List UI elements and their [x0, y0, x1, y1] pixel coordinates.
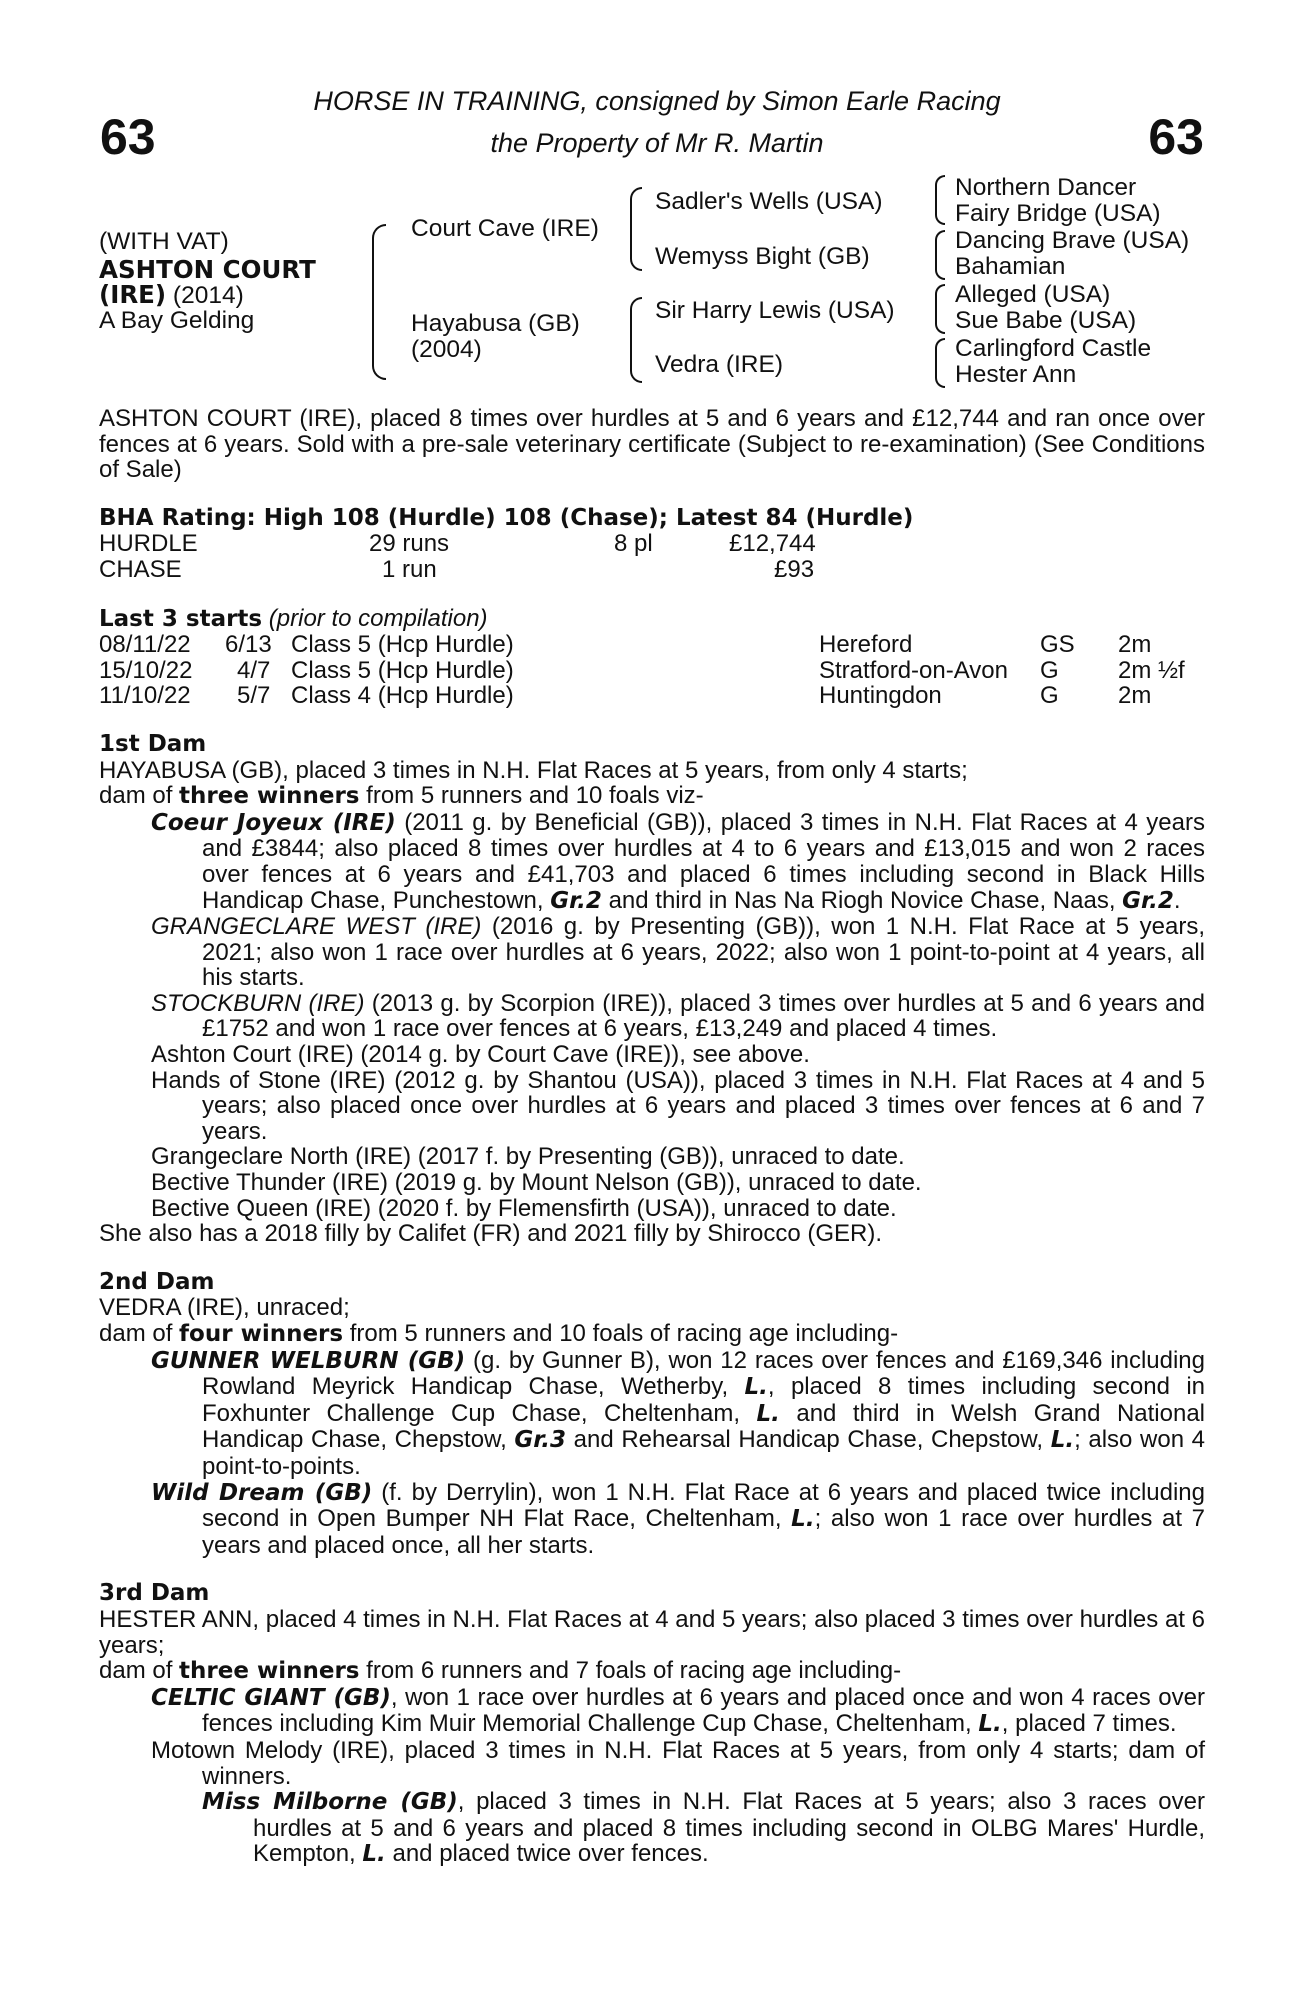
- horse-description: A Bay Gelding: [99, 307, 255, 334]
- vat-note: (WITH VAT): [99, 228, 229, 255]
- property-line: the Property of Mr R. Martin: [490, 128, 824, 158]
- catalogue-body: [99, 406, 1205, 1868]
- first-dam-footer: She also has a 2018 filly by Califet (FR) and 2021 filly by Shirocco (GER).: [99, 1220, 883, 1248]
- third-dam-line: HESTER ANN, placed 4 times in N.H. Flat Races at 4 and 5 years; also placed 3 times over hurdles at 6 years;: [99, 1605, 1205, 1659]
- pedigree-brace-dam: [630, 297, 642, 383]
- produce-entry: Wild Dream (GB) (f. by Derrylin), won 1 N.H. Flat Race at 6 years and placed twice including second in Open Bumper NH Flat Race, Cheltenham, L.; also won 1 race over hurdles at 7 years and placed once, all her starts.: [151, 1478, 1205, 1559]
- start-row: 15/10/22 4/7 Class 5 (Hcp Hurdle) Stratford-on-Avon G 2m ½f: [99, 656, 1185, 684]
- sire: Court Cave (IRE): [411, 215, 599, 242]
- dam-sire: Sir Harry Lewis (USA): [655, 297, 895, 324]
- last-starts-heading: Last 3 starts (prior to compilation): [99, 604, 488, 632]
- lot-number-left: 63: [100, 109, 156, 165]
- bha-rating-heading: BHA Rating: High 108 (Hurdle) 108 (Chase); Latest 84 (Hurdle): [99, 504, 914, 531]
- brace-g2: [935, 230, 945, 280]
- second-dam-record: dam of four winners from 5 runners and 10 foals of racing age including-: [99, 1320, 899, 1347]
- second-dam-line: VEDRA (IRE), unraced;: [99, 1294, 350, 1322]
- produce-entry: Bective Thunder (IRE) (2019 g. by Mount Nelson (GB)), unraced to date.: [151, 1169, 922, 1197]
- produce-entry: STOCKBURN (IRE) (2013 g. by Scorpion (IRE)), placed 3 times over hurdles at 5 and 6 years and £1752 and won 1 race over fences at 6 years, £13,249 and placed 4 times.: [151, 989, 1206, 1043]
- ancestor-6: Sue Babe (USA): [955, 307, 1137, 334]
- horse-year: (2014): [166, 282, 244, 309]
- produce-entry: CELTIC GIANT (GB), won 1 race over hurdles at 6 years and placed once and won 4 races over fences including Kim Muir Memorial Challenge Cup Chase, Cheltenham, L., placed 7 times.: [151, 1683, 1205, 1738]
- first-dam-record: dam of three winners from 5 runners and 10 foals viz-: [99, 782, 704, 810]
- third-dam-record: dam of three winners from 6 runners and 7 foals of racing age including-: [99, 1657, 902, 1685]
- produce-entry: Miss Milborne (GB), placed 3 times in N.H. Flat Races at 5 years; also 3 races over hurdles at 5 and 6 years and placed 8 times including second in OLBG Mares' Hurdle, Kempton, L. and placed twice over fences.: [202, 1788, 1205, 1868]
- produce-entry: GUNNER WELBURN (GB) (g. by Gunner B), won 12 races over fences and £169,346 including Rowland Meyrick Handicap Chase, Wetherby, L., placed 8 times including second in Foxhunter Challenge Cup Chase, Cheltenham, L. and third in Welsh Grand National Handicap Chase, Chepstow, Gr.3 and Rehearsal Handicap Chase, Chepstow, L.; also won 4 point-to-points.: [151, 1346, 1206, 1480]
- horse-origin: [99, 282, 244, 309]
- start-row: 11/10/22 5/7 Class 4 (Hcp Hurdle) Huntingdon G 2m: [99, 682, 1152, 710]
- lot-number-right: 63: [1148, 109, 1204, 165]
- ancestor-1: Northern Dancer: [955, 174, 1137, 201]
- ancestor-4: Bahamian: [955, 253, 1066, 280]
- sire-dam: Wemyss Bight (GB): [655, 243, 870, 270]
- horse-country: (IRE): [99, 280, 167, 309]
- produce-entry: Hands of Stone (IRE) (2012 g. by Shantou (USA)), placed 3 times in N.H. Flat Races at 4 and 5 years; also placed once over hurdles at 6 years and placed 3 times over fences at 6 and 7 years.: [151, 1066, 1205, 1145]
- produce-entry: Ashton Court (IRE) (2014 g. by Court Cave (IRE)), see above.: [151, 1041, 810, 1069]
- first-dam-line: HAYABUSA (GB), placed 3 times in N.H. Flat Races at 5 years, from only 4 starts;: [99, 756, 968, 784]
- dam-dam: Vedra (IRE): [655, 351, 783, 378]
- brace-g3: [935, 284, 945, 334]
- produce-entry: GRANGECLARE WEST (IRE) (2016 g. by Presenting (GB)), won 1 N.H. Flat Race at 5 years, 2021; also won 1 race over hurdles at 6 years, 2022; also won 1 point-to-point at 4 years, all his starts.: [151, 913, 1205, 992]
- pedigree-brace-sire: [630, 187, 642, 271]
- third-dam-heading: 3rd Dam: [99, 1580, 210, 1607]
- brace-g4: [935, 338, 945, 388]
- rating-row-hurdle: HURDLE 29 runs 8 pl £12,744: [99, 530, 816, 558]
- ancestor-5: Alleged (USA): [955, 281, 1111, 308]
- second-dam-heading: 2nd Dam: [99, 1268, 215, 1295]
- ancestor-7: Carlingford Castle: [955, 335, 1152, 362]
- pedigree-brace-main: [372, 224, 386, 380]
- dam-year: (2004): [411, 336, 482, 363]
- sire-sire: Sadler's Wells (USA): [655, 188, 883, 215]
- consignment-line: HORSE IN TRAINING, consigned by Simon Earle Racing: [313, 86, 1001, 116]
- produce-entry: Bective Queen (IRE) (2020 f. by Flemensfirth (USA)), unraced to date.: [151, 1194, 897, 1222]
- ancestor-8: Hester Ann: [955, 361, 1077, 388]
- summary: ASHTON COURT (IRE), placed 8 times over hurdles at 5 and 6 years and £12,744 and ran once over fences at 6 years. Sold with a pre-sale veterinary certificate (Subject to re-examination) (See Conditions of Sale): [99, 405, 1205, 484]
- produce-entry: Motown Melody (IRE), placed 3 times in N.H. Flat Races at 5 years, from only 4 starts; dam of winners.: [151, 1736, 1205, 1790]
- first-dam-heading: 1st Dam: [99, 730, 207, 757]
- brace-g1: [935, 175, 945, 225]
- produce-entry: Coeur Joyeux (IRE) (2011 g. by Beneficial (GB)), placed 3 times in N.H. Flat Races at 4 years and £3844; also placed 8 times over hurdles at 4 to 6 years and £13,015 and won 2 races over fences at 6 years and £41,703 and placed 6 times including second in Black Hills Handicap Chase, Punchestown, Gr.2 and third in Nas Na Riogh Novice Chase, Naas, Gr.2.: [151, 808, 1205, 914]
- produce-entry: Grangeclare North (IRE) (2017 f. by Presenting (GB)), unraced to date.: [151, 1143, 905, 1171]
- ancestor-2: Fairy Bridge (USA): [955, 200, 1161, 227]
- rating-row-chase: CHASE 1 run £93: [99, 555, 815, 583]
- start-row: 08/11/22 6/13 Class 5 (Hcp Hurdle) Hereford GS 2m: [99, 631, 1152, 659]
- horse-name: ASHTON COURT: [99, 255, 316, 284]
- dam: Hayabusa (GB): [411, 310, 580, 337]
- ancestor-3: Dancing Brave (USA): [955, 227, 1190, 254]
